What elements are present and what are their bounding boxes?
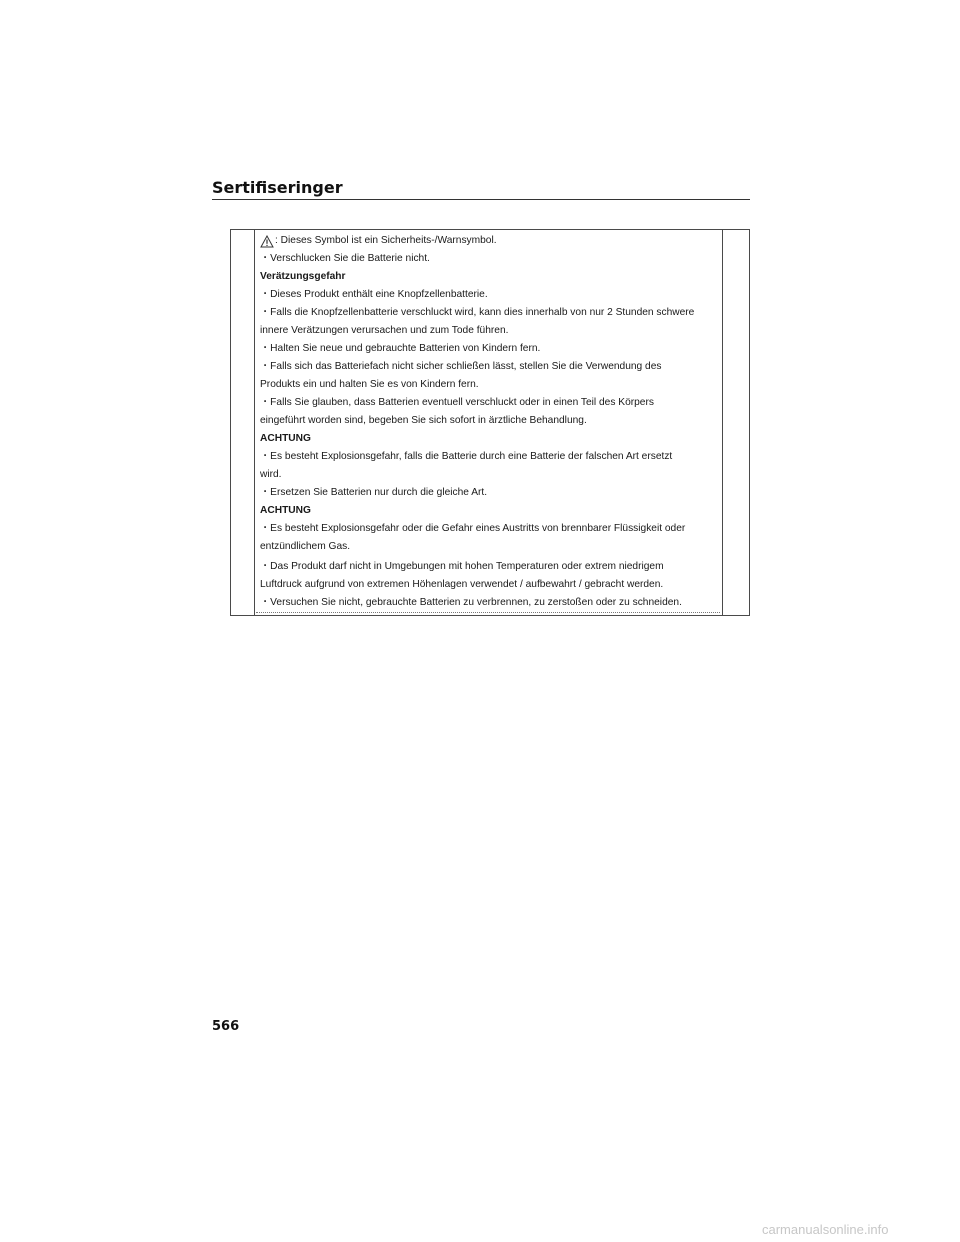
subheading: ACHTUNG bbox=[260, 433, 311, 444]
warning-symbol-line bbox=[260, 232, 720, 250]
box-dotted-rule bbox=[256, 612, 720, 613]
box-inner-left-rule bbox=[254, 229, 255, 616]
warning-content bbox=[260, 232, 720, 612]
title-rule bbox=[212, 199, 750, 200]
text-line: ・Falls Sie glauben, dass Batterien eventuell verschluckt oder in einen Teil des Körpers bbox=[260, 397, 654, 408]
warning-symbol-text: : Dieses Symbol ist ein Sicherheits-/Warnsymbol. bbox=[275, 235, 497, 246]
text-line: ・Es besteht Explosionsgefahr, falls die Batterie durch eine Batterie der falschen Art ersetzt bbox=[260, 451, 673, 462]
page-title: Sertifiseringer bbox=[212, 178, 343, 197]
text-line: ・Halten Sie neue und gebrauchte Batterien von Kindern fern. bbox=[260, 343, 541, 354]
text-line: ・Das Produkt darf nicht in Umgebungen mit hohen Temperaturen oder extrem niedrigem bbox=[260, 561, 664, 572]
subheading: Verätzungsgefahr bbox=[260, 271, 346, 282]
subheading: ACHTUNG bbox=[260, 505, 311, 516]
text-line: eingeführt worden sind, begeben Sie sich sofort in ärztliche Behandlung. bbox=[260, 415, 587, 426]
text-line: wird. bbox=[260, 469, 282, 480]
warning-triangle-icon bbox=[260, 235, 274, 248]
text-line: innere Verätzungen verursachen und zum Tode führen. bbox=[260, 325, 509, 336]
text-line: Luftdruck aufgrund von extremen Höhenlagen verwendet / aufbewahrt / gebracht werden. bbox=[260, 579, 664, 590]
text-line: ・Verschlucken Sie die Batterie nicht. bbox=[260, 253, 430, 264]
text-line: ・Dieses Produkt enthält eine Knopfzellenbatterie. bbox=[260, 289, 488, 300]
watermark: carmanualsonline.info bbox=[762, 1222, 889, 1237]
page-number: 566 bbox=[212, 1019, 240, 1034]
text-line: ・Ersetzen Sie Batterien nur durch die gleiche Art. bbox=[260, 487, 488, 498]
box-inner-right-rule bbox=[722, 229, 723, 616]
text-line: ・Versuchen Sie nicht, gebrauchte Batterien zu verbrennen, zu zerstoßen oder zu schneiden. bbox=[260, 597, 682, 608]
text-line: entzündlichem Gas. bbox=[260, 541, 351, 552]
text-line: ・Falls sich das Batteriefach nicht sicher schließen lässt, stellen Sie die Verwendung des bbox=[260, 361, 662, 372]
text-line: ・Falls die Knopfzellenbatterie verschluckt wird, kann dies innerhalb von nur 2 Stunden schwere bbox=[260, 307, 695, 318]
text-line: ・Es besteht Explosionsgefahr oder die Gefahr eines Austritts von brennbarer Flüssigkeit oder bbox=[260, 523, 686, 534]
text-line: Produkts ein und halten Sie es von Kindern fern. bbox=[260, 379, 479, 390]
